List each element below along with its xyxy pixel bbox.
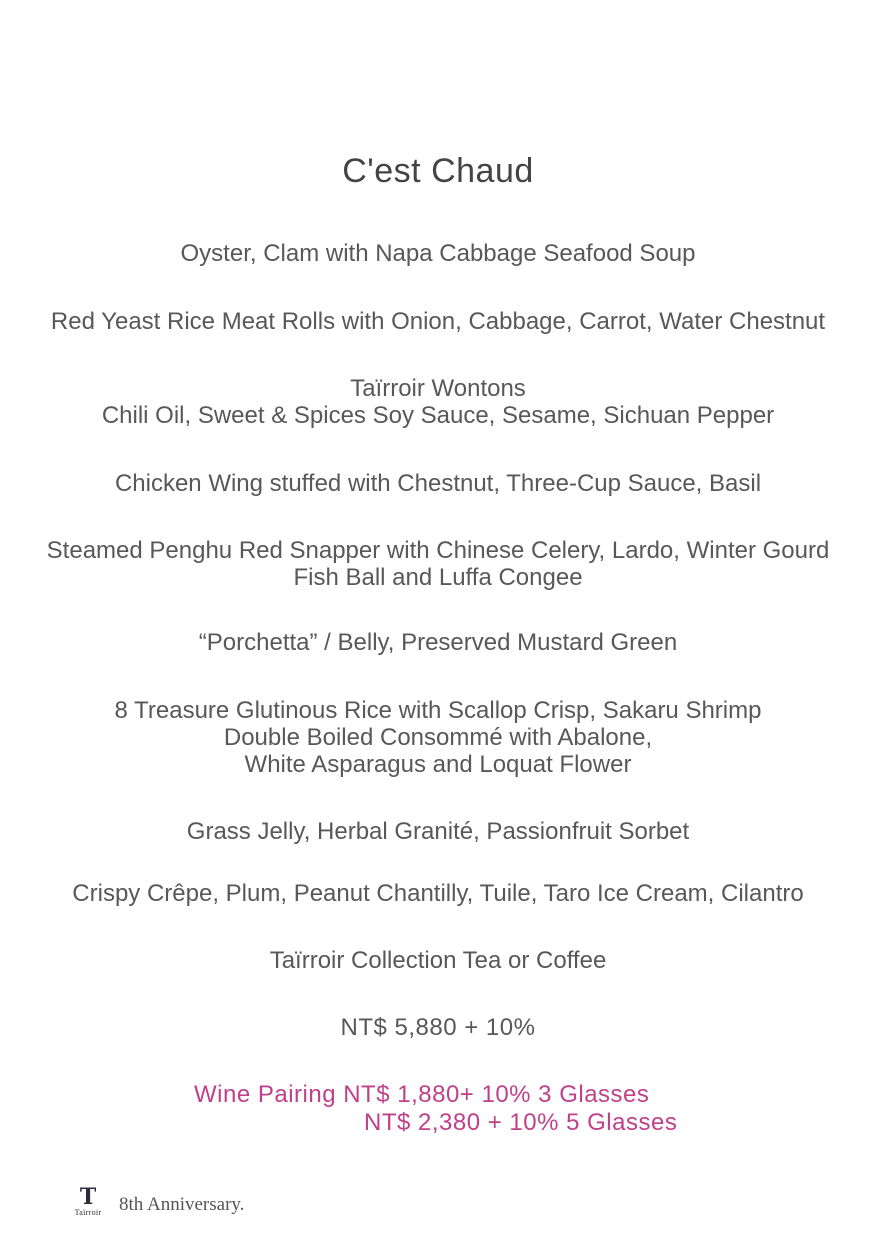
course-line: Red Yeast Rice Meat Rolls with Onion, Cabbage, Carrot, Water Chestnut bbox=[50, 308, 826, 335]
course-item bbox=[0, 240, 876, 267]
anniversary-text: 8th Anniversary. bbox=[119, 1194, 245, 1215]
course-line: Crispy Crêpe, Plum, Peanut Chantilly, Tuile, Taro Ice Cream, Cilantro bbox=[72, 880, 804, 907]
course-line: Chicken Wing stuffed with Chestnut, Three-Cup Sauce, Basil bbox=[114, 470, 762, 497]
course-line: Taïrroir Wontons bbox=[350, 375, 526, 402]
logo-mark: T bbox=[79, 1184, 97, 1210]
wine-pairing-line-2: NT$ 2,380 + 10% 5 Glasses bbox=[364, 1109, 678, 1136]
logo-wordmark: Taïrroir bbox=[74, 1208, 102, 1217]
course-line: Double Boiled Consommé with Abalone, bbox=[223, 724, 653, 751]
menu-price: NT$ 5,880 + 10% bbox=[340, 1014, 536, 1041]
course-item bbox=[0, 537, 876, 591]
course-item bbox=[0, 818, 876, 845]
course-line: “Porchetta” / Belly, Preserved Mustard Green bbox=[198, 629, 678, 656]
footer bbox=[68, 1186, 368, 1226]
course-item bbox=[0, 375, 876, 429]
course-line: Fish Ball and Luffa Congee bbox=[293, 564, 583, 591]
course-line: 8 Treasure Glutinous Rice with Scallop Crisp, Sakaru Shrimp bbox=[114, 697, 762, 724]
course-item bbox=[0, 308, 876, 335]
course-item bbox=[0, 697, 876, 778]
menu-title: C'est Chaud bbox=[342, 152, 534, 190]
course-line: White Asparagus and Loquat Flower bbox=[244, 751, 632, 778]
course-line: Oyster, Clam with Napa Cabbage Seafood Soup bbox=[180, 240, 696, 267]
course-item bbox=[0, 880, 876, 907]
tairroir-logo bbox=[68, 1186, 108, 1222]
course-item bbox=[0, 947, 876, 974]
course-line: Grass Jelly, Herbal Granité, Passionfruit Sorbet bbox=[186, 818, 690, 845]
course-line: Taïrroir Collection Tea or Coffee bbox=[269, 947, 607, 974]
course-line: Steamed Penghu Red Snapper with Chinese Celery, Lardo, Winter Gourd bbox=[46, 537, 830, 564]
course-item bbox=[0, 470, 876, 497]
course-line: Chili Oil, Sweet & Spices Soy Sauce, Sesame, Sichuan Pepper bbox=[101, 402, 775, 429]
wine-pairing-line-1: Wine Pairing NT$ 1,880+ 10% 3 Glasses bbox=[194, 1081, 650, 1108]
course-item bbox=[0, 629, 876, 656]
